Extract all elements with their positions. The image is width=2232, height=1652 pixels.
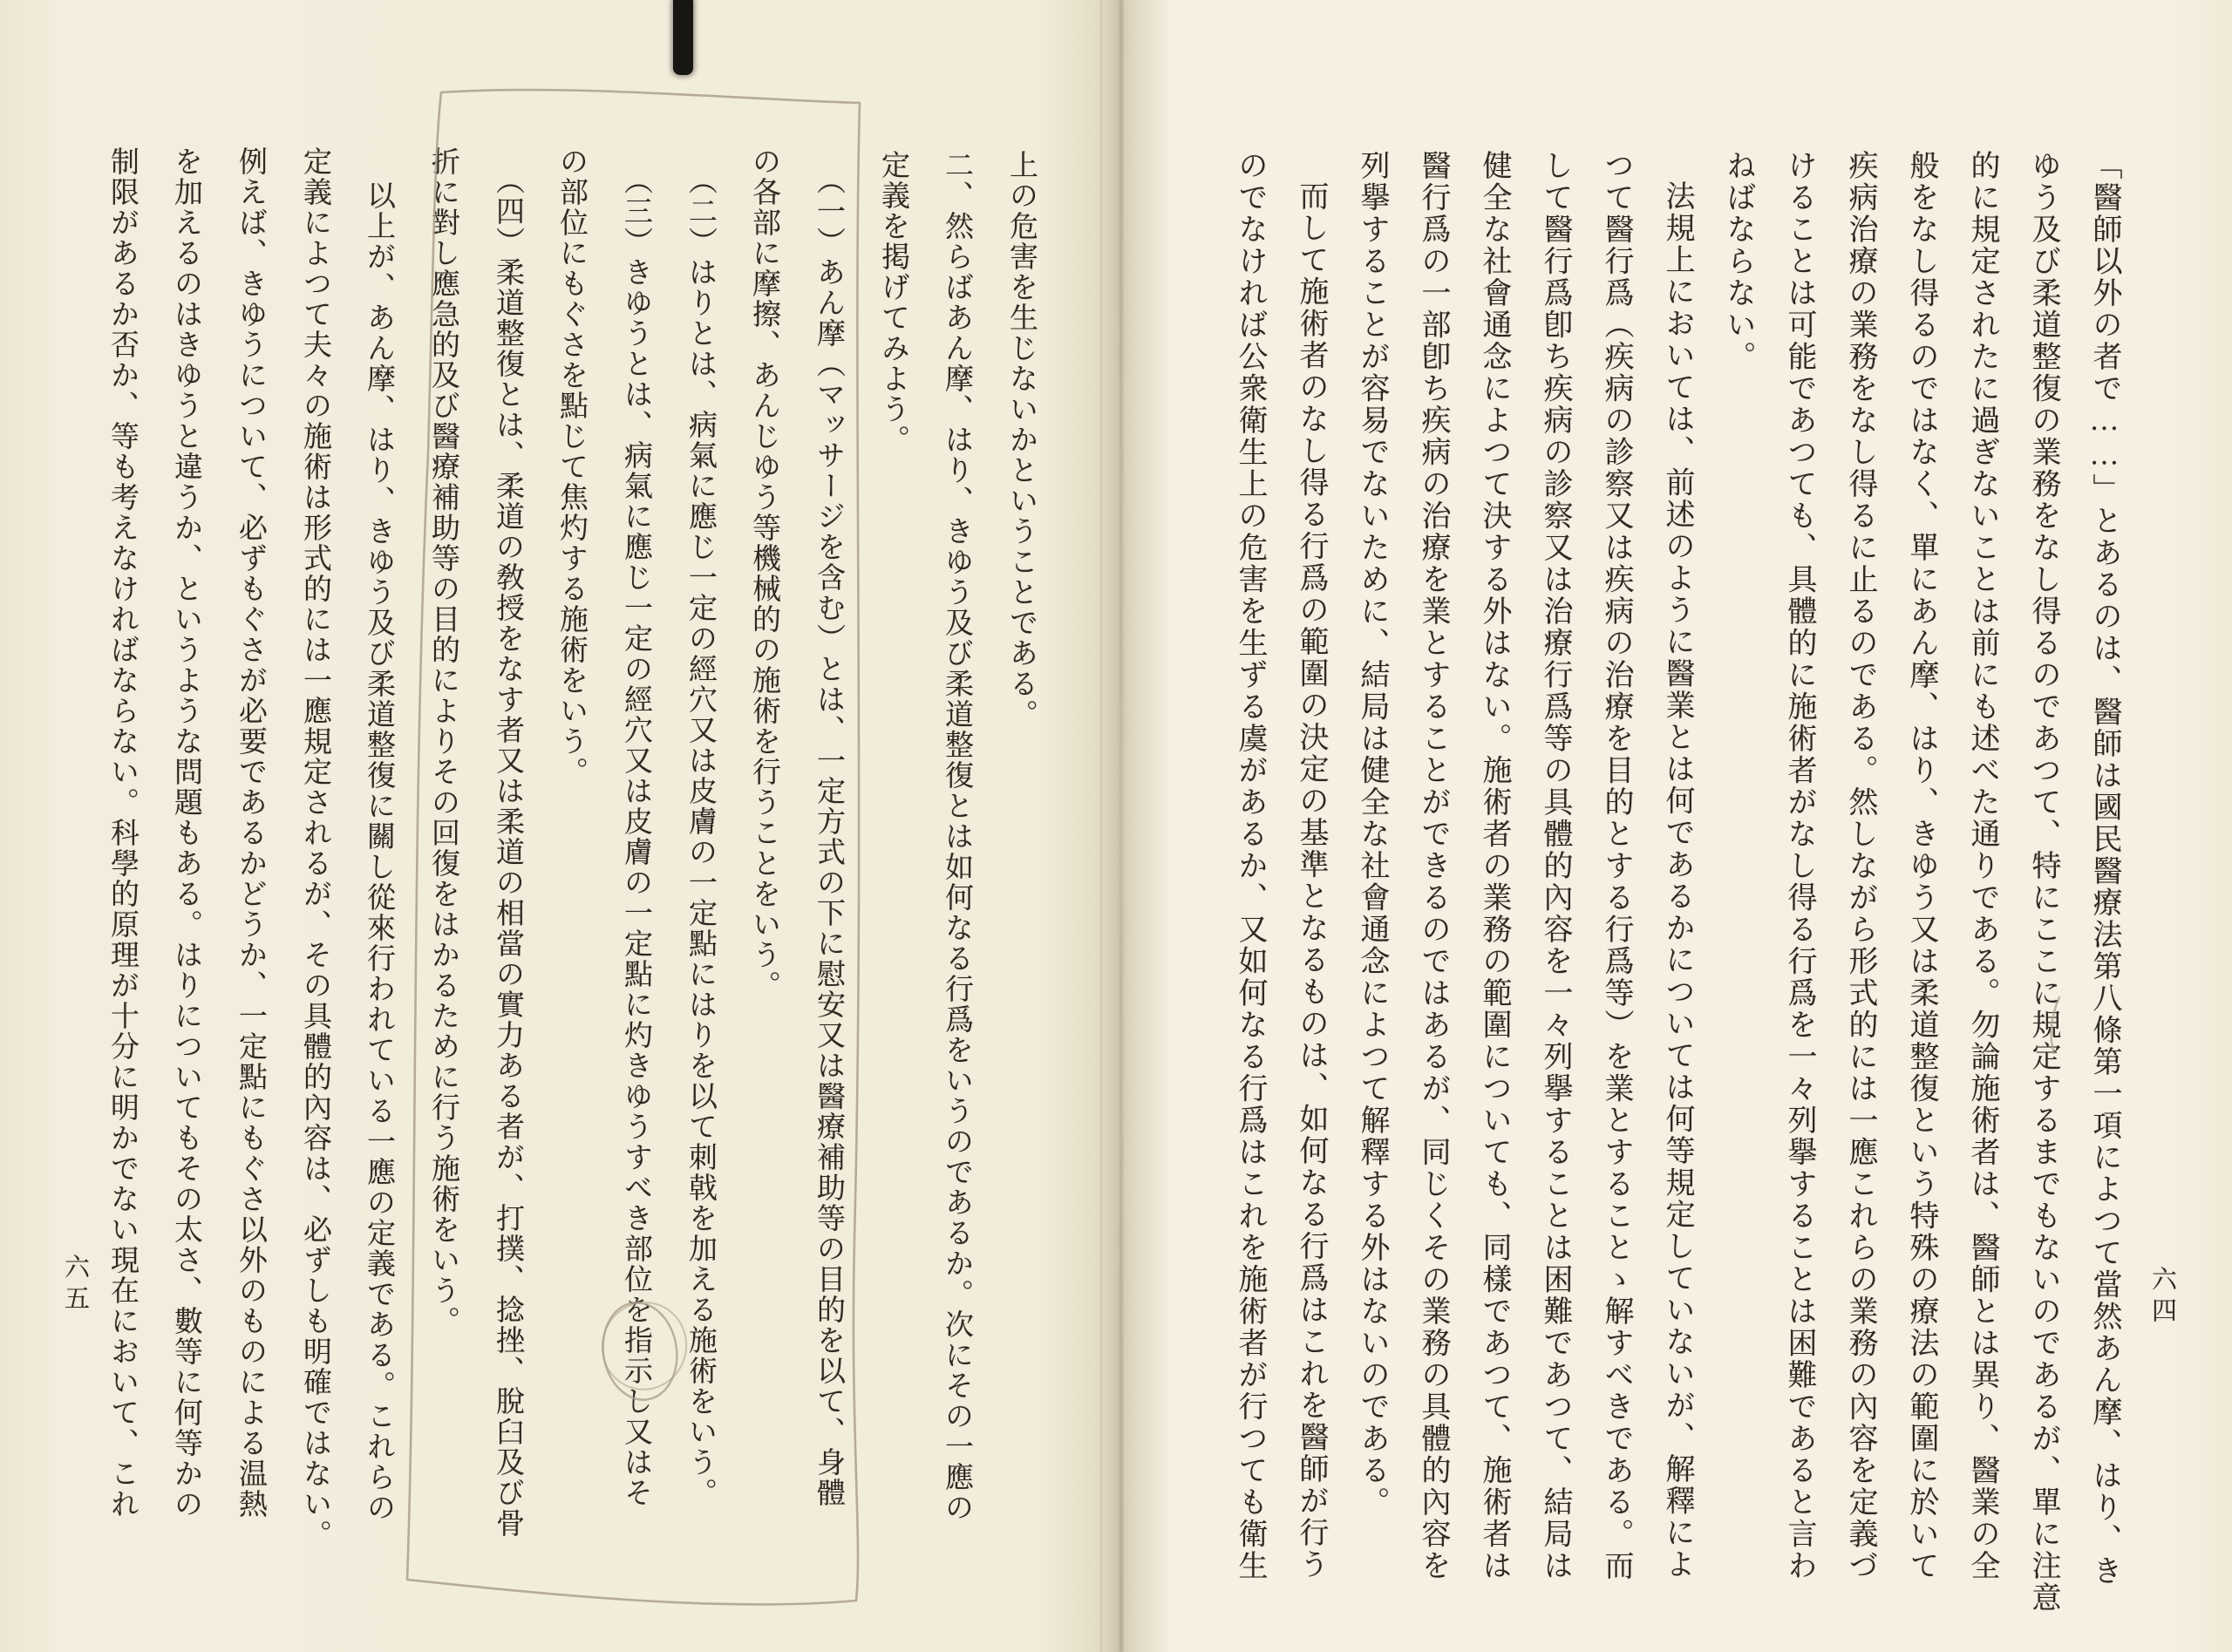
text-column: （四）柔道整復とは、柔道の敎授をなす者又は柔道の相當の實力ある者が、打撲、捻挫、脫臼及び骨 — [492, 166, 523, 1539]
text-column: つて醫行爲（疾病の診察又は疾病の治療を目的とする行爲等）を業とすることゝ解すべきである。而 — [1600, 150, 1632, 1582]
scan-artifact — [673, 0, 693, 75]
text-column: 醫行爲の一部卽ち疾病の治療を業とすることができるのではあるが、同じくその業務の具體的內容を — [1417, 150, 1449, 1582]
text-column: の部位にもぐさを點じて焦灼する施術をいう。 — [555, 146, 587, 787]
text-column: 健全な社會通念によつて決する外はない。施術者の業務の範圍についても、同樣であつて、施術者は — [1478, 150, 1510, 1582]
text-column: 般をなし得るのではなく、單にあん摩、はり、きゆう又は柔道整復という特殊の療法の範圍に於いて — [1905, 150, 1937, 1582]
text-column: ねばならない。 — [1722, 150, 1754, 373]
text-column: 折に對し應急的及び醫療補助等の目的によりその回復をはかるために行う施術をいう。 — [427, 146, 459, 1336]
text-column: 制限があるか否か、等も考えなければならない。科學的原理が十分に明かでない現在において、これ — [106, 146, 138, 1519]
page-gutter-shadow — [1119, 0, 1123, 1652]
text-column: 例えば、きゆうについて、必ずもぐさが必要であるかどうか、一定點にもぐさ以外のものによる温熱 — [235, 146, 266, 1519]
text-column: 疾病治療の業務をなし得るに止るのである。然しながら形式的には一應これらの業務の內容を定義づ — [1844, 150, 1876, 1582]
text-column: 列擧することが容易でないために、結局は健全な社會通念によつて解釋する外はないのである。 — [1356, 150, 1388, 1519]
text-column: ゆう及び柔道整復の業務をなし得るのであつて、特にここに規定するまでもないのであるが、單に注意 — [2027, 150, 2059, 1614]
text-column: 以上が、あん摩、はり、きゆう及び柔道整復に關し從來行われている一應の定義である。これらの — [363, 180, 394, 1523]
text-column: 二、然らばあん摩、はり、きゆう及び柔道整復とは如何なる行爲をいうのであるか。次にその一應の — [941, 150, 972, 1523]
page-number-right: 六四 — [2148, 1266, 2176, 1329]
page-number-left: 六五 — [61, 1254, 89, 1316]
text-column: 法規上においては、前述のように醫業とは何であるかについては何等規定していないが、解釋によ — [1661, 180, 1693, 1581]
page-edge-line — [1100, 0, 1102, 1652]
text-column: 的に規定されたに過ぎないことは前にも述べた通りである。勿論施術者は、醫師とは異り、醫業の全 — [1966, 150, 1998, 1582]
text-column: 定義を掲げてみよう。 — [877, 150, 908, 455]
text-column: （二）はりとは、病氣に應じ一定の經穴又は皮膚の一定點にはりを以て刺戟を加える施術をいう。 — [684, 166, 716, 1508]
text-column: を加えるのはきゆうと違うか、というような問題もある。はりについてもその太さ、數等に何等かの — [170, 146, 201, 1519]
text-column: 上の危害を生じないかということである。 — [1005, 150, 1037, 730]
text-column: 「醫師以外の者で……」とあるのは、醫師は國民醫療法第八條第一項によつて當然あん摩、はり、き — [2088, 150, 2120, 1587]
text-column: して醫行爲卽ち疾病の診察又は治療行爲等の具體的內容を一々列擧することは困難であつて、結局は — [1539, 150, 1571, 1582]
text-column: 而して施術者のなし得る行爲の範圍の決定の基準となるものは、如何なる行爲はこれを醫師が行う — [1295, 180, 1327, 1581]
text-column: （三）きゆうとは、病氣に應じ一定の經穴又は皮膚の一定點に灼きゆうすべき部位を指示し又はそ — [620, 166, 651, 1508]
text-column: けることは可能であつても、具體的に施術者がなし得る行爲を一々列擧することは困難であると言わ — [1783, 150, 1815, 1582]
text-column: の各部に摩擦、あんじゆう等機械的の施術を行うことをいう。 — [748, 146, 779, 1001]
text-column: のでなければ公衆衛生上の危害を生ずる虞があるか、又如何なる行爲はこれを施術者が行つても衛生 — [1234, 150, 1266, 1582]
text-column: （一）あん摩（マッサージを含む）とは、一定方式の下に慰安又は醫療補助等の目的を以て、身體 — [813, 166, 844, 1508]
text-column: 定義によつて夫々の施術は形式的には一應規定されるが、その具體的內容は、必ずしも明確ではない。 — [299, 146, 330, 1550]
